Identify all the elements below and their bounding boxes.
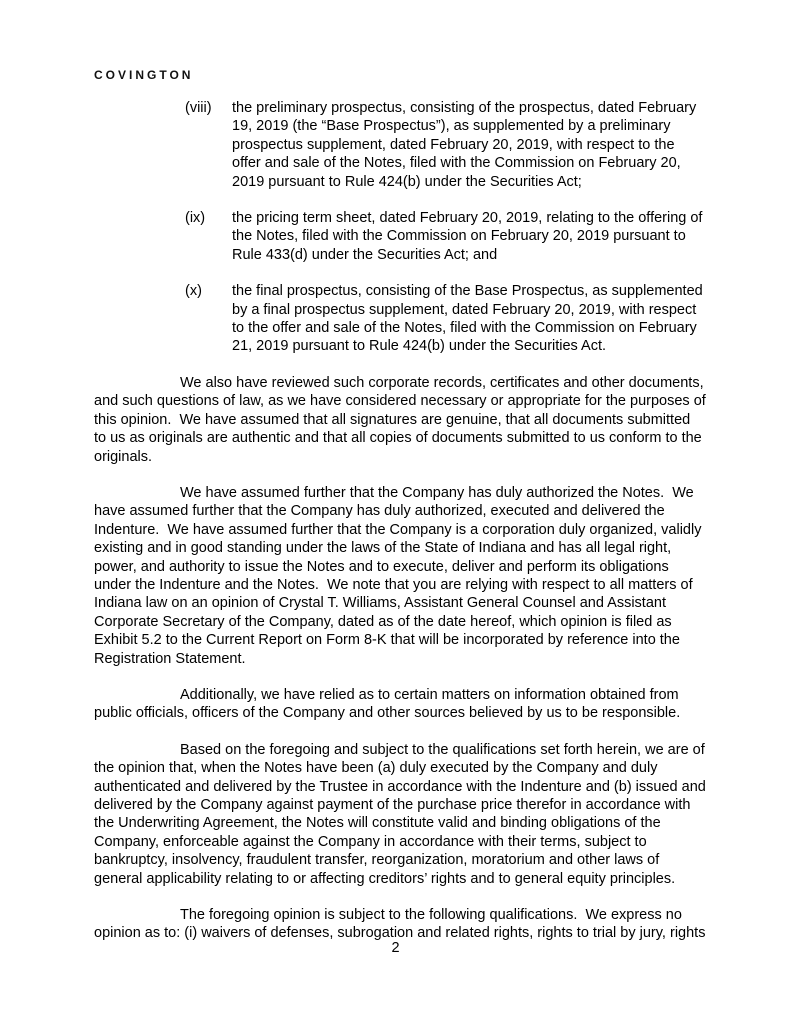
paragraph: We have assumed further that the Company has duly authorized the Notes. We have assumed further that the Company has duly authorized, executed and delivered the Indenture. We have assumed further that the Company is a corporation duly organized, validly existing and in good standing under the laws of the State of Indiana and has all legal right, power, and authority to issue the Notes and to execute, deliver and perform its obligations under the Indenture and the Notes. We note that you are relying with respect to all matters of Indiana law on an opinion of Crystal T. Williams, Assistant General Counsel and Assistant Corporate Secretary of the Company, dated as of the date hereof, which opinion is filed as Exhibit 5.2 to the Current Report on Form 8-K that will be incorporated by reference into the Registration Statement. (94, 484, 706, 667)
list-item-label: (viii) (185, 100, 212, 116)
paragraph: Additionally, we have relied as to certain matters on information obtained from public officials, officers of the Company and other sources believed by us to be responsible. (94, 686, 683, 722)
paragraph: We also have reviewed such corporate records, certificates and other documents, and such questions of law, as we have considered necessary or appropriate for the purposes of this opinion. We have assumed that all signatures are genuine, that all documents submitted to us as originals are authentic and that all copies of documents submitted to us conform to the originals. (94, 374, 710, 465)
list-item-label: (x) (185, 283, 202, 300)
list-item (94, 282, 706, 356)
paragraph: Based on the foregoing and subject to the qualifications set forth herein, we are of the opinion that, when the Notes have been (a) duly executed by the Company and duly authenticated and delivered by the Trustee in accordance with the Indenture and (b) issued and delivered by the Company against payment of the purchase price therefor in accordance with the Underwriting Agreement, the Notes will constitute valid and binding obligations of the Company, enforceable against the Company in accordance with their terms, subject to bankruptcy, insolvency, fraudulent transfer, reorganization, moratorium and other laws of general applicability relating to or affecting creditors’ rights and to general equity principles. (94, 741, 710, 887)
letterhead: COVINGTON (94, 68, 194, 82)
list-item (94, 209, 706, 264)
document-body (94, 99, 710, 943)
list-item (94, 99, 706, 191)
paragraph: The foregoing opinion is subject to the following qualifications. We express no opinion as to: (i) waivers of defenses, subrogation and related rights, rights to trial by jury, rights (94, 907, 706, 942)
list-item-label: (ix) (185, 210, 206, 227)
list-item-text: the preliminary prospectus, consisting of the prospectus, dated February 19, 2019 (the “Base Prospectus”), as supplemented by a preliminary prospectus supplement, dated February 20, 2019, with respect to the offer and sale of the Notes, filed with the Commission on February 20, 2019 pursuant to Rule 424(b) under the Securities Act; (232, 100, 701, 190)
list-item-text: the pricing term sheet, dated February 20, 2019, relating to the offering of the Notes, filed with the Commission on February 20, 2019 pursuant to Rule 433(d) under the Securities Act; and (232, 210, 707, 263)
list-item-text: the final prospectus, consisting of the Base Prospectus, as supplemented by a final prospectus supplement, dated February 20, 2019, with respect to the offer and sale of the Notes, filed with the Commission on February 21, 2019 pursuant to Rule 424(b) under the Securities Act. (232, 283, 707, 355)
page-number: 2 (391, 940, 400, 956)
